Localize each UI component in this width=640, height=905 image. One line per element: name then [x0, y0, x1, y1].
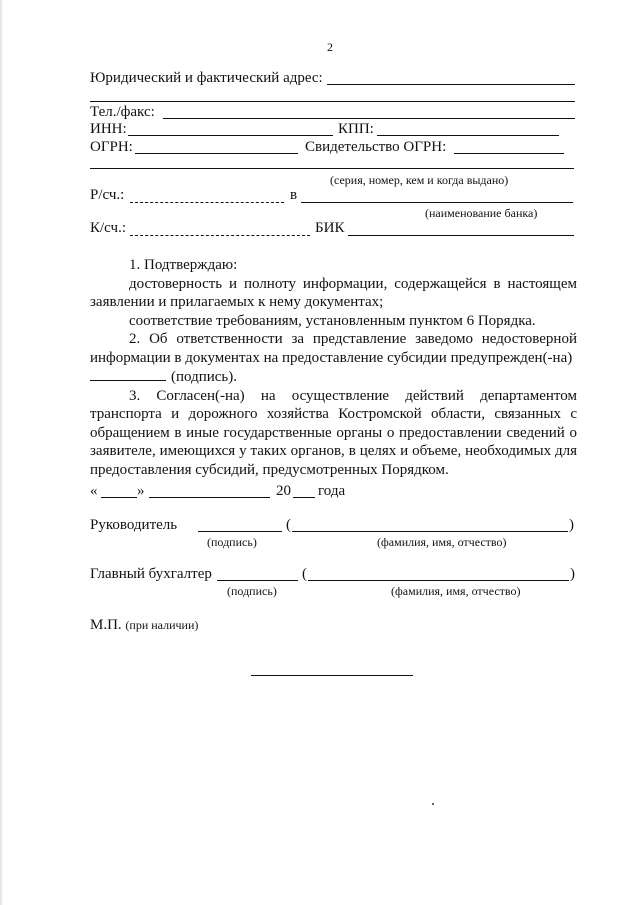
address-label: Юридический и фактический адрес: — [90, 70, 323, 86]
phone-label: Тел./факс: — [90, 104, 155, 120]
declaration-2: 2. Об ответственности за представление заведомо недостоверной информации в документах на предоставление субсидии предупрежден(-на) — [90, 331, 577, 366]
declaration-3: 3. Согласен(-на) на осуществление действий департаментом транспорта и дорожного хозяйства Костромской области, связанных с обращением в иные государственные органы о предоставлении сведений о заявителе, имеющихся у таких органов, в целях и объеме, необходимых для предоставления субсидий, предусмотренных Порядком. — [90, 387, 577, 478]
inn-field[interactable] — [128, 135, 333, 136]
scan-speck — [432, 803, 434, 805]
declaration-2-signature-caption: (подпись). — [171, 369, 238, 385]
date-open-quote: « — [90, 483, 98, 499]
declaration-2-signature-field[interactable] — [90, 367, 166, 381]
address-field-line-2[interactable] — [90, 101, 575, 102]
accountant-name-field[interactable] — [308, 580, 569, 581]
head-name-caption: (фамилия, имя, отчество) — [377, 535, 507, 549]
ogrn-certificate-field-line-2[interactable] — [90, 168, 574, 169]
declaration-1-requirements: соответствие требованиям, установленным пунктом 6 Порядка. — [129, 312, 536, 329]
phone-field[interactable] — [163, 118, 575, 119]
accountant-signature-caption: (подпись) — [227, 584, 277, 598]
corr-account-field[interactable] — [130, 235, 310, 236]
accountant-label: Главный бухгалтер — [90, 566, 212, 582]
head-name-close-paren: ) — [569, 517, 574, 533]
date-year-suffix: года — [318, 483, 346, 499]
stamp-note: (при наличии) — [125, 618, 199, 632]
page-left-edge — [0, 0, 2, 905]
kpp-label: КПП: — [338, 121, 374, 137]
accountant-name-open-paren: ( — [302, 566, 307, 582]
ogrn-certificate-label: Свидетельство ОГРН: — [305, 139, 447, 155]
inn-label: ИНН: — [90, 121, 127, 137]
date-day-field[interactable] — [101, 497, 137, 498]
page-number: 2 — [327, 40, 333, 54]
kpp-field[interactable] — [377, 135, 559, 136]
account-label: Р/сч.: — [90, 187, 125, 203]
bank-name-caption: (наименование банка) — [425, 206, 538, 220]
accountant-name-caption: (фамилия, имя, отчество) — [391, 584, 521, 598]
bik-label: БИК — [315, 220, 345, 236]
head-name-field[interactable] — [292, 531, 568, 532]
declaration-1-title: 1. Подтверждаю: — [129, 257, 238, 273]
ogrn-label: ОГРН: — [90, 139, 133, 155]
head-name-open-paren: ( — [286, 517, 291, 533]
stamp-abbrev: М.П. — [90, 617, 122, 633]
accountant-signature-field[interactable] — [217, 580, 298, 581]
bank-name-field[interactable] — [301, 202, 573, 203]
corr-account-label: К/сч.: — [90, 220, 126, 236]
date-year-prefix: 20 — [276, 483, 291, 499]
declaration-1-accuracy: достоверность и полноту информации, содержащейся в настоящем заявлении и прилагаемых к нему документах; — [90, 275, 577, 310]
address-field-line-1[interactable] — [327, 84, 575, 85]
date-close-quote: » — [137, 483, 145, 499]
head-signature-field[interactable] — [198, 531, 282, 532]
head-signature-caption: (подпись) — [207, 535, 257, 549]
ogrn-field[interactable] — [135, 153, 298, 154]
closing-separator — [251, 675, 413, 676]
head-label: Руководитель — [90, 517, 178, 533]
date-month-field[interactable] — [149, 497, 270, 498]
certificate-caption: (серия, номер, кем и когда выдано) — [330, 173, 509, 187]
bik-field[interactable] — [348, 235, 574, 236]
declaration-2-signature-row — [90, 367, 577, 387]
declarations-block — [90, 256, 577, 479]
bank-in-label: в — [290, 187, 298, 203]
stamp-label — [90, 617, 198, 634]
ogrn-certificate-field[interactable] — [454, 153, 564, 154]
accountant-name-close-paren: ) — [570, 566, 575, 582]
date-year-field[interactable] — [293, 497, 315, 498]
account-field[interactable] — [130, 202, 284, 203]
